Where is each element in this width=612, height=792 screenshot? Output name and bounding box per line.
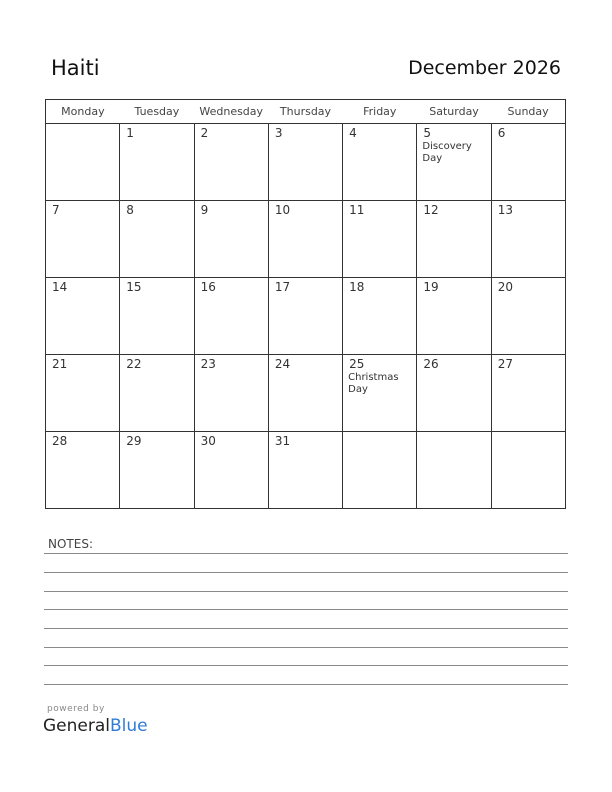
notes-line — [44, 647, 568, 648]
day-cell — [343, 278, 417, 355]
week-row — [46, 201, 566, 278]
day-cell — [120, 201, 194, 278]
day-cell — [491, 201, 565, 278]
day-cell — [194, 124, 268, 201]
day-cell — [194, 278, 268, 355]
day-cell — [417, 201, 491, 278]
weekday-header: Monday — [46, 100, 120, 124]
day-number: 9 — [200, 203, 209, 217]
day-number: 3 — [274, 126, 283, 140]
day-number: 23 — [200, 357, 216, 371]
day-cell — [491, 124, 565, 201]
day-number: 6 — [497, 126, 506, 140]
day-cell — [268, 432, 342, 509]
day-number: 1 — [126, 126, 134, 140]
day-cell — [120, 124, 194, 201]
weekday-header: Friday — [343, 100, 417, 124]
day-cell — [268, 124, 342, 201]
day-number: 24 — [274, 357, 291, 371]
day-cell — [120, 278, 194, 355]
week-row — [46, 355, 566, 432]
day-number: 12 — [423, 203, 439, 217]
notes-line — [44, 628, 568, 629]
day-cell — [417, 278, 491, 355]
day-number: 18 — [349, 280, 365, 294]
day-cell — [343, 355, 417, 432]
day-cell — [491, 432, 565, 509]
holiday-label: Discovery Day — [422, 141, 472, 164]
day-cell — [194, 355, 268, 432]
day-number: 4 — [349, 126, 357, 140]
notes-line — [44, 609, 568, 610]
notes-line — [44, 684, 568, 685]
day-number: 30 — [200, 434, 216, 448]
day-number: 16 — [200, 280, 216, 294]
day-cell — [120, 432, 194, 509]
day-number: 13 — [497, 203, 513, 217]
day-cell — [417, 432, 491, 509]
day-number: 28 — [52, 434, 68, 448]
day-number: 25 — [349, 357, 365, 371]
day-number: 15 — [126, 280, 142, 294]
week-row — [46, 124, 566, 201]
day-number: 7 — [52, 203, 60, 217]
weekday-header-row — [46, 100, 566, 124]
day-number: 8 — [126, 203, 134, 217]
day-number: 26 — [423, 357, 439, 371]
day-cell — [194, 432, 268, 509]
day-cell — [417, 124, 491, 201]
country-title: Haiti — [51, 56, 100, 80]
day-number: 10 — [274, 203, 291, 217]
notes-line — [44, 591, 568, 592]
weekday-header: Thursday — [268, 100, 342, 124]
generalblue-logo[interactable] — [43, 716, 148, 736]
day-number: 17 — [274, 280, 291, 294]
notes-label: NOTES: — [48, 537, 93, 551]
month-title: December 2026 — [408, 57, 561, 79]
week-row — [46, 278, 566, 355]
day-cell — [46, 124, 120, 201]
day-cell — [268, 278, 342, 355]
day-cell — [194, 201, 268, 278]
weekday-header: Wednesday — [194, 100, 268, 124]
day-number: 31 — [274, 434, 291, 448]
day-cell — [491, 355, 565, 432]
day-number: 29 — [126, 434, 142, 448]
day-cell — [343, 124, 417, 201]
day-cell — [46, 432, 120, 509]
notes-line — [44, 572, 568, 573]
notes-line — [44, 665, 568, 666]
weekday-header: Tuesday — [120, 100, 194, 124]
day-number: 5 — [423, 126, 432, 140]
day-cell — [343, 201, 417, 278]
day-cell — [46, 201, 120, 278]
brand-general: General — [43, 716, 110, 736]
day-cell — [46, 278, 120, 355]
day-cell — [268, 355, 342, 432]
day-number: 27 — [497, 357, 513, 371]
powered-by-text: powered by — [47, 704, 105, 714]
day-number: 22 — [126, 357, 142, 371]
calendar-grid — [45, 99, 566, 509]
day-number: 11 — [349, 203, 365, 217]
holiday-label: Christmas Day — [348, 372, 399, 395]
day-cell — [120, 355, 194, 432]
weekday-header: Saturday — [417, 100, 491, 124]
brand-blue: Blue — [110, 716, 148, 736]
day-number: 2 — [200, 126, 209, 140]
day-number: 20 — [497, 280, 513, 294]
day-number: 14 — [52, 280, 68, 294]
day-cell — [343, 432, 417, 509]
weekday-header: Sunday — [491, 100, 565, 124]
day-cell — [417, 355, 491, 432]
week-row — [46, 432, 566, 509]
notes-line — [44, 553, 568, 554]
day-cell — [491, 278, 565, 355]
day-cell — [268, 201, 342, 278]
day-cell — [46, 355, 120, 432]
day-number: 19 — [423, 280, 439, 294]
day-number: 21 — [52, 357, 68, 371]
